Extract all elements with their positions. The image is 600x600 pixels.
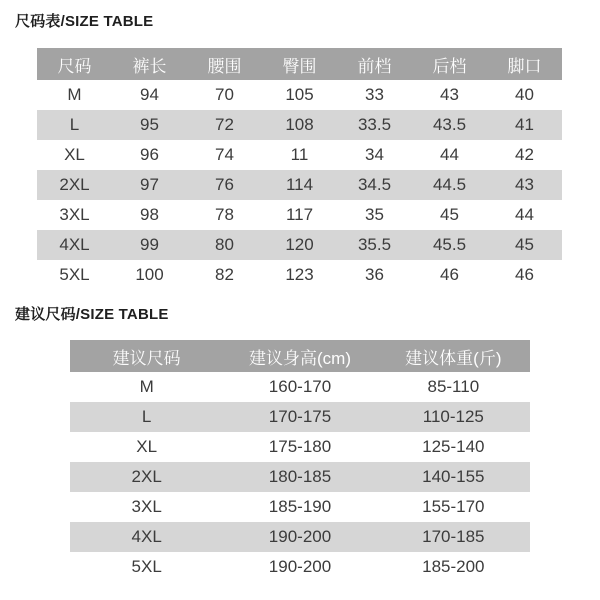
table-cell: 98: [112, 200, 187, 230]
table-cell: 34.5: [337, 170, 412, 200]
table-header-cell: 前档: [337, 48, 412, 80]
size-table-title: 尺码表/SIZE TABLE: [15, 13, 154, 30]
table-row: [37, 110, 562, 140]
table-cell: 2XL: [37, 170, 112, 200]
table-row: [70, 492, 530, 522]
table-cell: 3XL: [37, 200, 112, 230]
table-cell: 100: [112, 260, 187, 290]
suggested-size-table: [70, 340, 530, 582]
table-cell: XL: [70, 432, 223, 462]
table-header-cell: 腰围: [187, 48, 262, 80]
table-cell: 185-190: [223, 492, 376, 522]
table-cell: 4XL: [70, 522, 223, 552]
table-cell: 110-125: [377, 402, 530, 432]
table-cell: 11: [262, 140, 337, 170]
table-header-row: [37, 48, 562, 80]
table-cell: 44: [412, 140, 487, 170]
table-cell: 117: [262, 200, 337, 230]
table-cell: 43: [412, 80, 487, 110]
table-row: [70, 402, 530, 432]
table-cell: 70: [187, 80, 262, 110]
table-cell: 190-200: [223, 522, 376, 552]
table-header-cell: 裤长: [112, 48, 187, 80]
table-cell: 40: [487, 80, 562, 110]
table-header-cell: 建议尺码: [70, 340, 223, 372]
table-header-cell: 脚口: [487, 48, 562, 80]
table-row: [37, 200, 562, 230]
table-cell: 42: [487, 140, 562, 170]
table-cell: 43: [487, 170, 562, 200]
table-cell: M: [37, 80, 112, 110]
table-cell: 36: [337, 260, 412, 290]
table-cell: 35: [337, 200, 412, 230]
table-row: [70, 552, 530, 582]
table-cell: 5XL: [70, 552, 223, 582]
table-cell: XL: [37, 140, 112, 170]
table-cell: 85-110: [377, 372, 530, 402]
table-header-cell: 建议体重(斤): [377, 340, 530, 372]
table-cell: 43.5: [412, 110, 487, 140]
table-cell: 170-185: [377, 522, 530, 552]
table-cell: L: [70, 402, 223, 432]
suggested-size-table-title: 建议尺码/SIZE TABLE: [15, 306, 169, 323]
table-cell: 4XL: [37, 230, 112, 260]
table-cell: 95: [112, 110, 187, 140]
table-header-cell: 后档: [412, 48, 487, 80]
table-cell: 175-180: [223, 432, 376, 462]
table-row: [37, 260, 562, 290]
table-row: [37, 170, 562, 200]
table-row: [70, 462, 530, 492]
table-cell: 82: [187, 260, 262, 290]
table-cell: 33: [337, 80, 412, 110]
table-cell: 78: [187, 200, 262, 230]
table-cell: 35.5: [337, 230, 412, 260]
table-cell: 185-200: [377, 552, 530, 582]
table-cell: L: [37, 110, 112, 140]
table-cell: 74: [187, 140, 262, 170]
table-cell: 114: [262, 170, 337, 200]
table-cell: 140-155: [377, 462, 530, 492]
table-cell: 120: [262, 230, 337, 260]
table-cell: 94: [112, 80, 187, 110]
table-header-cell: 臀围: [262, 48, 337, 80]
table-row: [70, 372, 530, 402]
table-row: [37, 230, 562, 260]
table-cell: 45: [412, 200, 487, 230]
table-cell: 80: [187, 230, 262, 260]
table-cell: 105: [262, 80, 337, 110]
table-cell: 155-170: [377, 492, 530, 522]
table-cell: 46: [412, 260, 487, 290]
table-cell: 33.5: [337, 110, 412, 140]
table-cell: 2XL: [70, 462, 223, 492]
table-cell: M: [70, 372, 223, 402]
table-cell: 3XL: [70, 492, 223, 522]
table-cell: 108: [262, 110, 337, 140]
table-cell: 34: [337, 140, 412, 170]
table-header-cell: 建议身高(cm): [223, 340, 376, 372]
table-cell: 123: [262, 260, 337, 290]
table-cell: 125-140: [377, 432, 530, 462]
table-cell: 190-200: [223, 552, 376, 582]
table-cell: 180-185: [223, 462, 376, 492]
table-cell: 97: [112, 170, 187, 200]
table-row: [37, 140, 562, 170]
table-cell: 160-170: [223, 372, 376, 402]
table-cell: 96: [112, 140, 187, 170]
table-header-row: [70, 340, 530, 372]
table-cell: 41: [487, 110, 562, 140]
size-table: [37, 48, 562, 290]
table-cell: 170-175: [223, 402, 376, 432]
table-cell: 45: [487, 230, 562, 260]
table-cell: 99: [112, 230, 187, 260]
table-header-cell: 尺码: [37, 48, 112, 80]
table-cell: 44.5: [412, 170, 487, 200]
table-cell: 72: [187, 110, 262, 140]
table-cell: 44: [487, 200, 562, 230]
table-row: [37, 80, 562, 110]
table-row: [70, 432, 530, 462]
table-cell: 45.5: [412, 230, 487, 260]
table-row: [70, 522, 530, 552]
table-cell: 76: [187, 170, 262, 200]
table-cell: 46: [487, 260, 562, 290]
table-cell: 5XL: [37, 260, 112, 290]
